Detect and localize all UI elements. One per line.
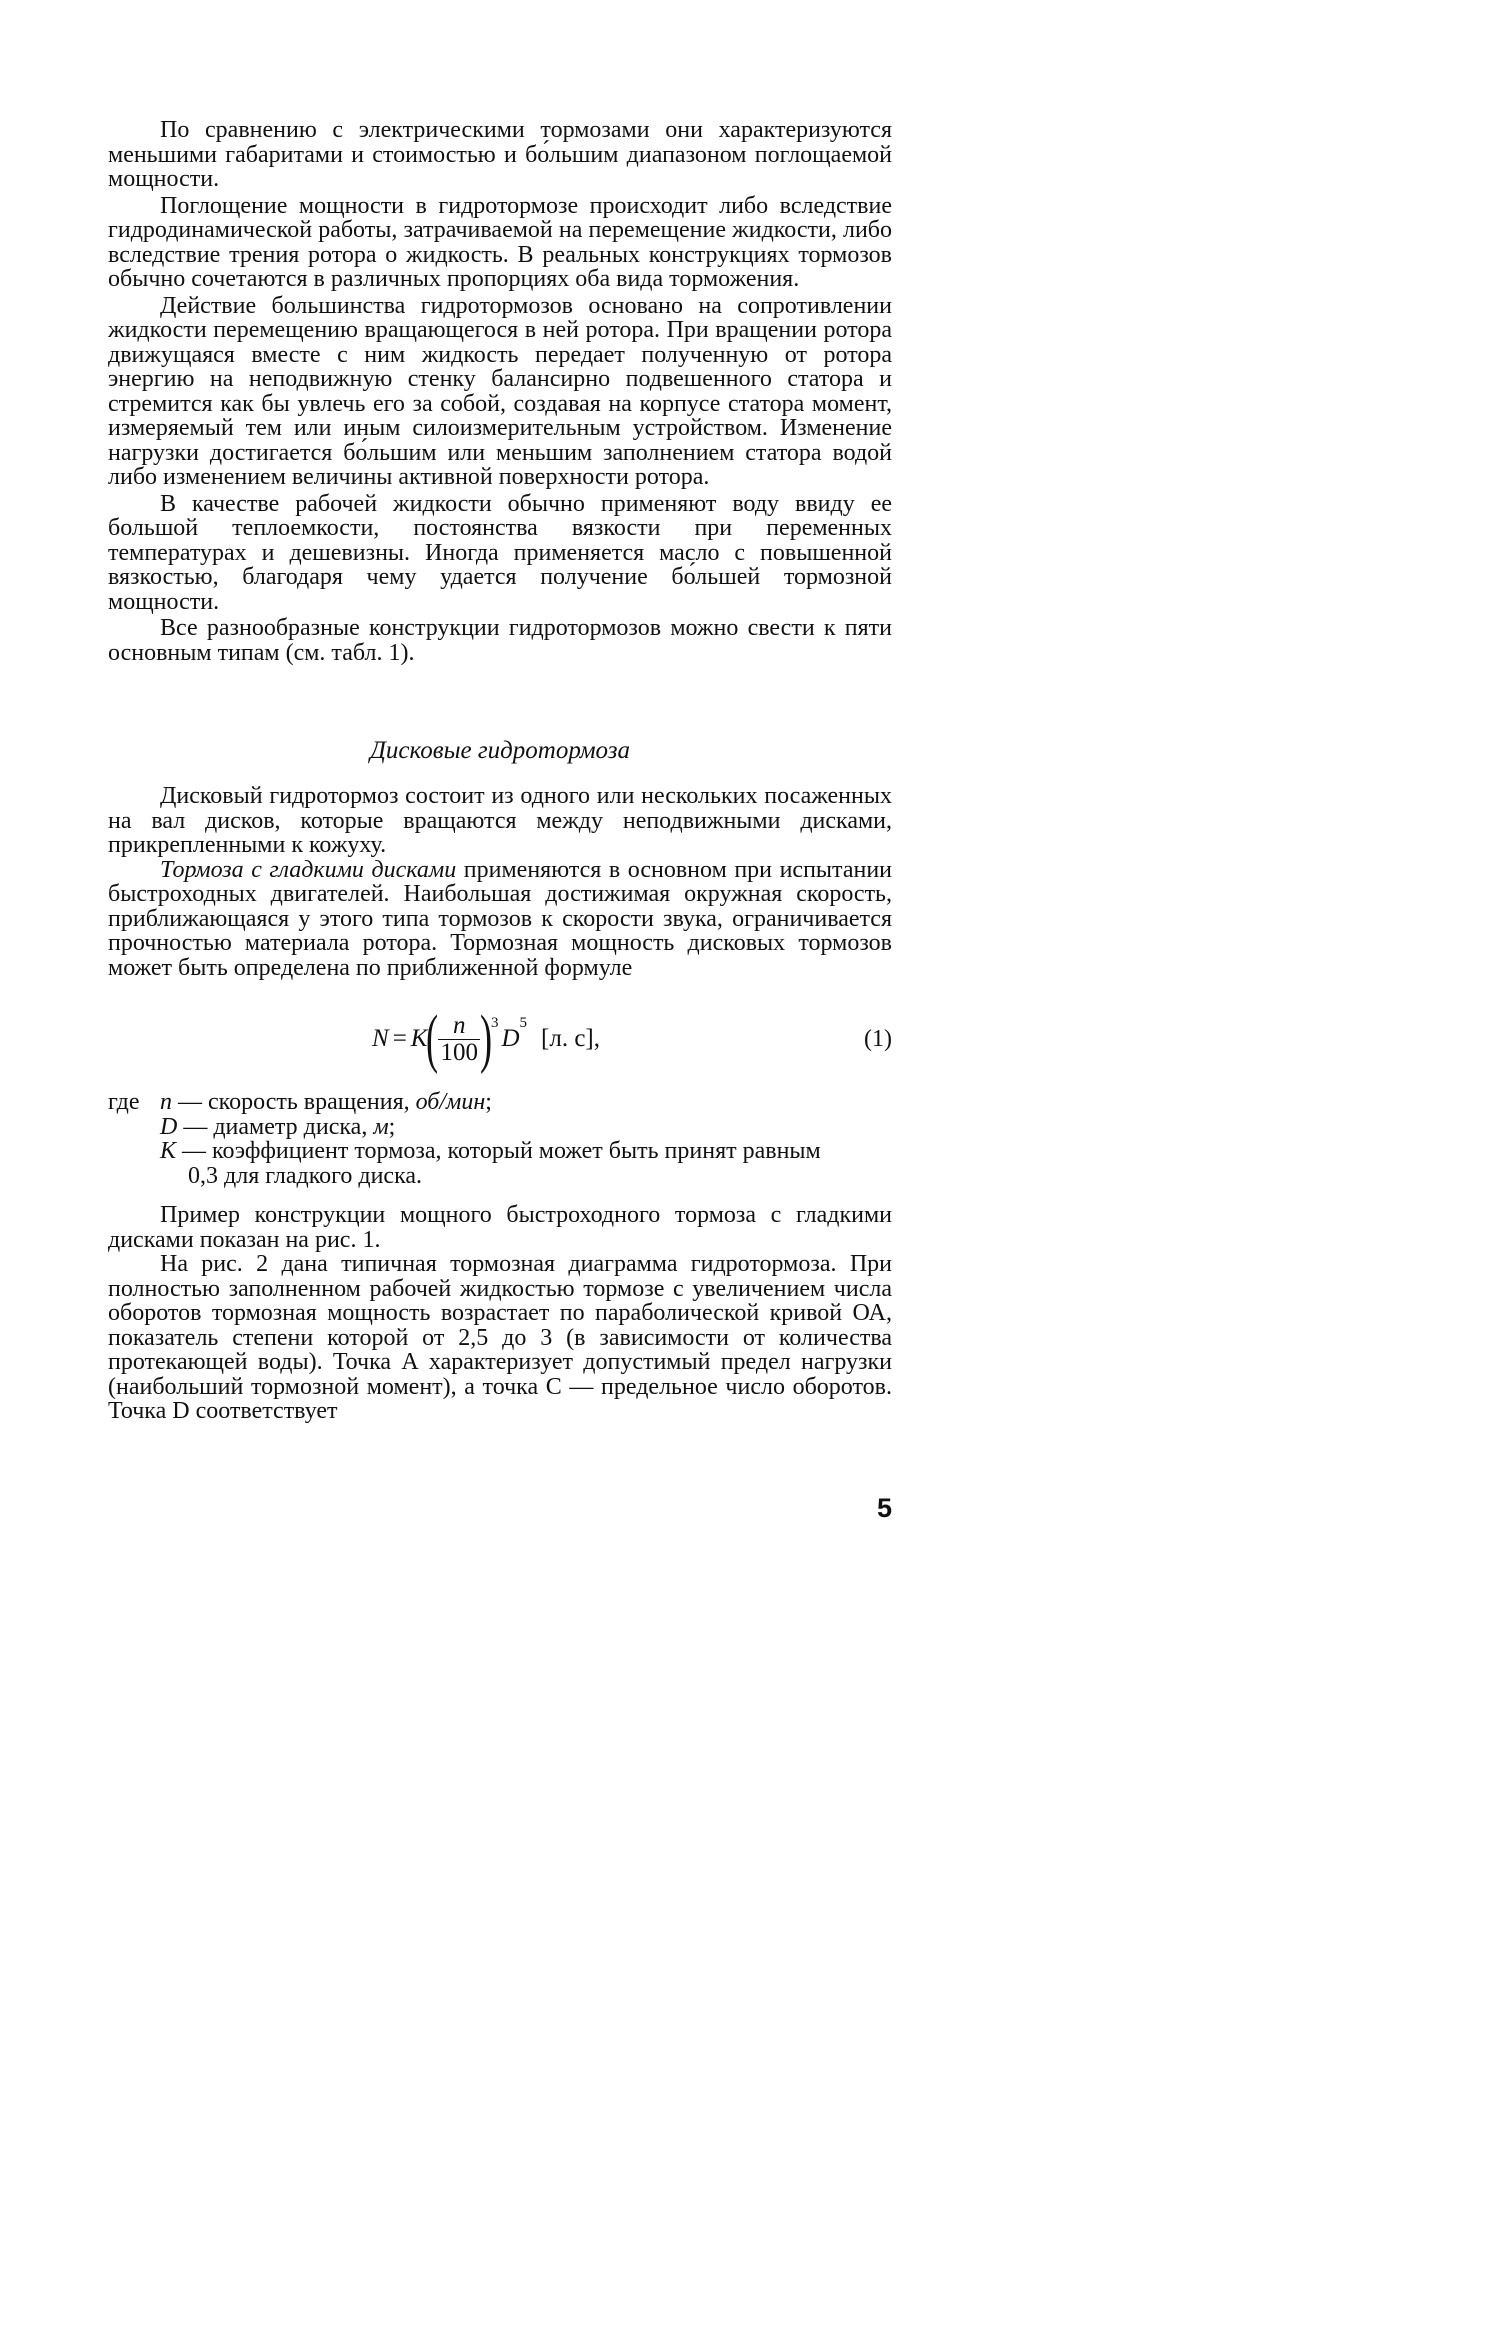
outro-text-block: [108, 1203, 892, 1424]
legend-symbol: n: [160, 1089, 172, 1115]
legend-end: ;: [388, 1113, 396, 1140]
paragraph-brake-types: Все разнообразные конструкции гидротормозов можно свести к пяти основным типам (см. табл. 1).: [108, 615, 892, 666]
legend-unit: м: [373, 1113, 389, 1140]
paragraph-example: Пример конструкции мощного быстроходного тормоза с гладкими дисками показан на рис. 1.: [108, 1202, 892, 1253]
equation-number: (1): [864, 1025, 892, 1052]
legend-symbol: D: [160, 1113, 178, 1140]
legend-unit: об/мин: [415, 1089, 486, 1115]
fraction-numerator: n: [452, 1011, 466, 1039]
legend-symbol: K: [160, 1138, 177, 1164]
disc-brakes-text-block: [108, 784, 892, 980]
legend-end: ;: [485, 1089, 492, 1115]
formula-legend: [108, 1090, 892, 1188]
legend-row-n: [108, 1090, 892, 1115]
paragraph-brake-diagram: На рис. 2 дана типичная тормозная диаграмма гидротормоза. При полностью заполненном рабочей жидкостью тормозе с увеличением числа оборотов тормозная мощность возрастает по параболической кривой ОА, показатель степени которой от 2,5 до 3 (в зависимости от количества протекающей воды). Точка А характеризует допустимый предел нагрузки (наибольший тормозной момент), а точка С — предельное число оборотов. Точка D соответствует: [108, 1251, 892, 1424]
formula-lhs: N: [372, 1024, 389, 1052]
formula-units: [л. с],: [541, 1024, 600, 1052]
power-formula: [108, 1003, 892, 1075]
formula-equals: =: [392, 1024, 407, 1052]
formula-fraction: [438, 1013, 480, 1066]
smooth-discs-text: применяются в основном при испытании быстроходных двигателей. Наибольшая достижимая окружная скорость, приближающаяся у этого типа тормозов к скорости звука, ограничивается прочностью материала ротора. Тормозная мощность дисковых тормозов может быть определена по приближенной формуле: [108, 856, 893, 981]
paragraph-operating-principle: Действие большинства гидротормозов основано на сопротивлении жидкости перемещению вращающегося в ней ротора. При вращении ротора движущаяся вместе с ним жидкость передает полученную от ротора энергию на неподвижную стенку балансирно подвешенного статора и стремится как бы увлечь его за собой, создавая на корпусе статора момент, измеряемый тем или иным силоизмерительным устройством. Изменение нагрузки достигается бо́льшим или меньшим заполнением статора водой либо изменением величины активной поверхности ротора.: [108, 292, 892, 490]
legend-text: — коэффициент тормоза, который может быть принят равным: [176, 1138, 821, 1164]
formula-expression: [372, 1003, 600, 1075]
paragraph-smooth-discs: [108, 858, 892, 981]
page-number: 5: [876, 1493, 892, 1523]
legend-text: — диаметр диска,: [177, 1113, 374, 1140]
paragraph-comparison: По сравнению с электрическими тормозами они характеризуются меньшими габаритами и стоимостью и бо́льшим диапазоном поглощаемой мощности.: [108, 117, 892, 192]
legend-where-word: где: [108, 1089, 140, 1115]
legend-text: — скорость вращения,: [172, 1089, 416, 1115]
legend-row-d: [108, 1115, 892, 1140]
legend-row-k: [108, 1139, 892, 1188]
paragraph-working-fluid: В качестве рабочей жидкости обычно применяют воду ввиду ее большой теплоемкости, постоянства вязкости при переменных температурах и дешевизны. Иногда применяется масло с повышенной вязкостью, благодаря чему удается получение бо́льшей тормозной мощности.: [108, 490, 892, 615]
legend-item-n: [160, 1090, 492, 1115]
legend-item-k: [160, 1139, 892, 1188]
document-page: [0, 0, 1000, 1567]
legend-item-d: [160, 1115, 395, 1140]
formula-power: 3: [490, 1014, 499, 1031]
formula-coefficient: K: [410, 1024, 428, 1052]
fraction-denominator: 100: [440, 1038, 478, 1066]
smooth-discs-term: Тормоза с гладкими дисками: [160, 856, 457, 883]
formula-diameter: D: [501, 1024, 520, 1052]
right-paren: ): [479, 1002, 493, 1075]
paragraph-disc-brake: Дисковый гидротормоз состоит из одного или нескольких посаженных на вал дисков, которые вращаются между неподвижными дисками, прикрепленными к кожуху.: [108, 783, 892, 858]
intro-text-block: [108, 118, 892, 665]
legend-continuation: 0,3 для гладкого диска.: [188, 1162, 423, 1189]
left-paren: (: [426, 1002, 439, 1075]
formula-diameter-power: 5: [519, 1014, 528, 1031]
paragraph-power-absorption: Поглощение мощности в гидротормозе происходит либо вследствие гидродинамической работы, затрачиваемой на перемещение жидкости, либо вследствие трения ротора о жидкость. В реальных конструкциях тормозов обычно сочетаются в различных пропорциях оба вида торможения.: [108, 192, 892, 292]
section-heading: Дисковые гидротормоза: [370, 737, 630, 764]
